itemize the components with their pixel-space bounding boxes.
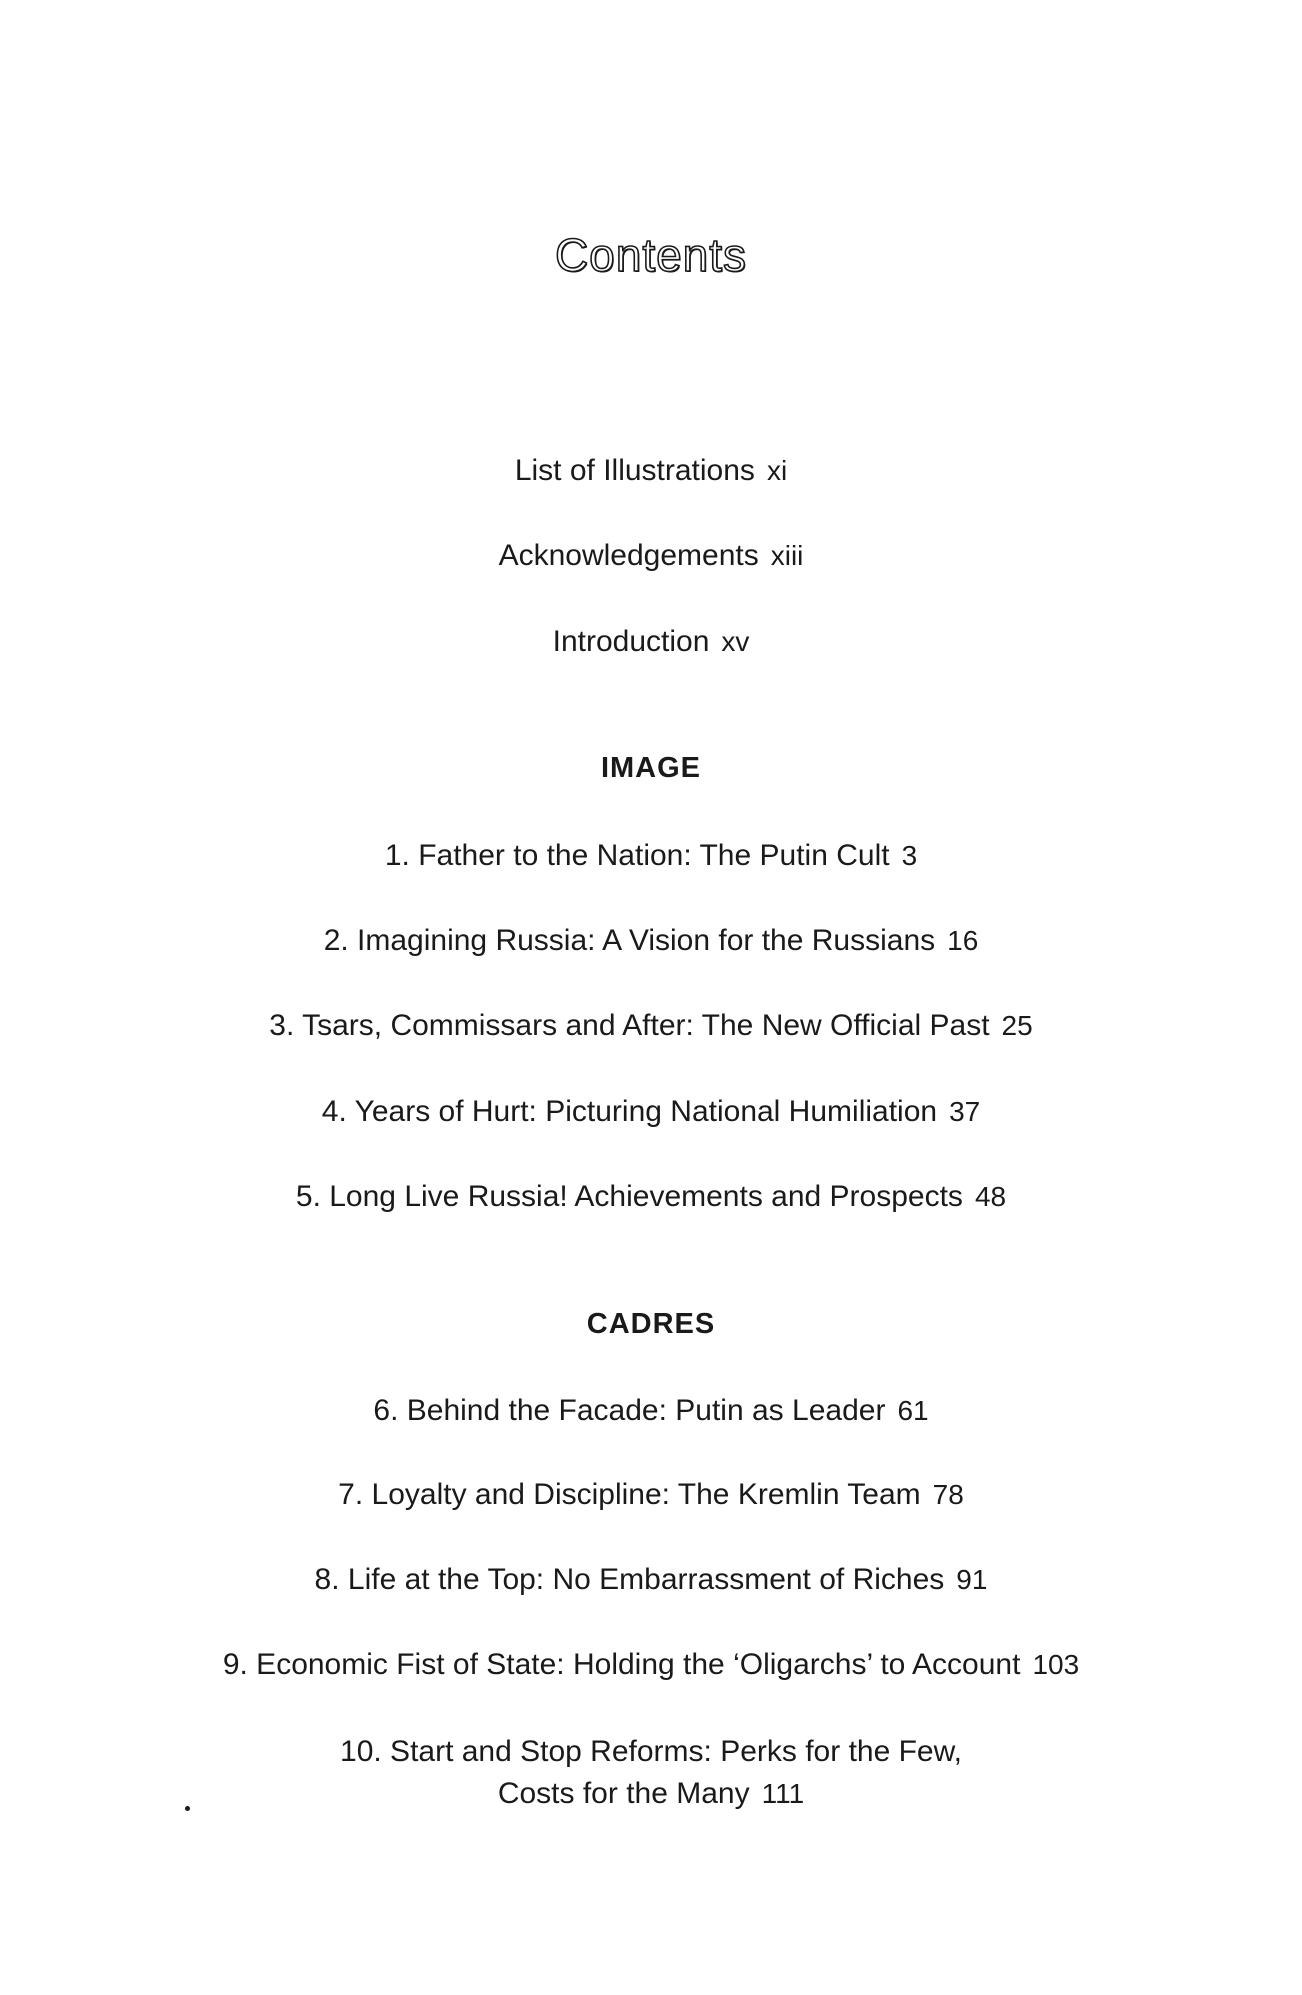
toc-entry-page: xi (766, 455, 788, 486)
toc-entry-chapter-10-line-2[interactable] (0, 1776, 1302, 1812)
toc-entry-page: xiii (770, 540, 804, 571)
toc-entry-acknowledgements[interactable] (0, 538, 1302, 574)
toc-entry-label: 2. Imagining Russia: A Vision for the Russians (323, 924, 936, 957)
toc-entry-label: 9. Economic Fist of State: Holding the ‘Oligarchs’ to Account (222, 1648, 1021, 1681)
toc-entry-chapter-6[interactable] (0, 1393, 1302, 1429)
toc-entry-page: 37 (949, 1096, 981, 1127)
toc-entry-page: 3 (901, 840, 918, 871)
toc-entry-label: Introduction (552, 625, 710, 658)
toc-entry-label: 4. Years of Hurt: Picturing National Humiliation (321, 1095, 938, 1128)
toc-entry-page: 16 (947, 925, 979, 956)
toc-entry-chapter-7[interactable] (0, 1477, 1302, 1513)
toc-entry-chapter-10-line-1[interactable] (0, 1734, 1302, 1770)
toc-entry-page: 48 (974, 1181, 1007, 1212)
toc-entry-introduction[interactable] (0, 624, 1302, 660)
toc-entry-page: 61 (897, 1395, 929, 1426)
toc-entry-label: 8. Life at the Top: No Embarrassment of Riches (314, 1563, 945, 1596)
page-title: Contents (554, 229, 748, 281)
toc-entry-page: xv (721, 626, 750, 657)
toc-entry-page: 78 (932, 1479, 964, 1510)
toc-entry-label: List of Illustrations (514, 454, 755, 487)
toc-entry-label: 5. Long Live Russia! Achievements and Prospects (295, 1180, 963, 1213)
toc-entry-label: Costs for the Many (497, 1777, 750, 1810)
toc-entry-chapter-8[interactable] (0, 1562, 1302, 1598)
toc-entry-label: 6. Behind the Facade: Putin as Leader (373, 1394, 886, 1427)
toc-entry-chapter-2[interactable] (0, 923, 1302, 959)
toc-entry-chapter-5[interactable] (0, 1179, 1302, 1215)
stray-mark (185, 1806, 190, 1811)
toc-entry-label: Acknowledgements (498, 539, 759, 572)
toc-entry-page: 111 (761, 1778, 805, 1809)
toc-entry-label: 3. Tsars, Commissars and After: The New Official Past (269, 1009, 990, 1042)
section-heading-image: IMAGE (600, 752, 702, 784)
section-heading-cadres: CADRES (586, 1308, 716, 1340)
toc-entry-label: 10. Start and Stop Reforms: Perks for the Few, (340, 1735, 962, 1768)
toc-entry-page: 25 (1001, 1010, 1033, 1041)
toc-entry-chapter-3[interactable] (0, 1008, 1302, 1044)
toc-entry-page: 103 (1032, 1649, 1080, 1680)
toc-entry-page: 91 (956, 1564, 988, 1595)
toc-entry-list-of-illustrations[interactable] (0, 453, 1302, 489)
toc-entry-label: 7. Loyalty and Discipline: The Kremlin Team (338, 1478, 921, 1511)
toc-entry-chapter-9[interactable] (0, 1647, 1302, 1683)
toc-entry-chapter-1[interactable] (0, 838, 1302, 874)
toc-entry-chapter-4[interactable] (0, 1094, 1302, 1130)
toc-entry-label: 1. Father to the Nation: The Putin Cult (384, 839, 890, 872)
